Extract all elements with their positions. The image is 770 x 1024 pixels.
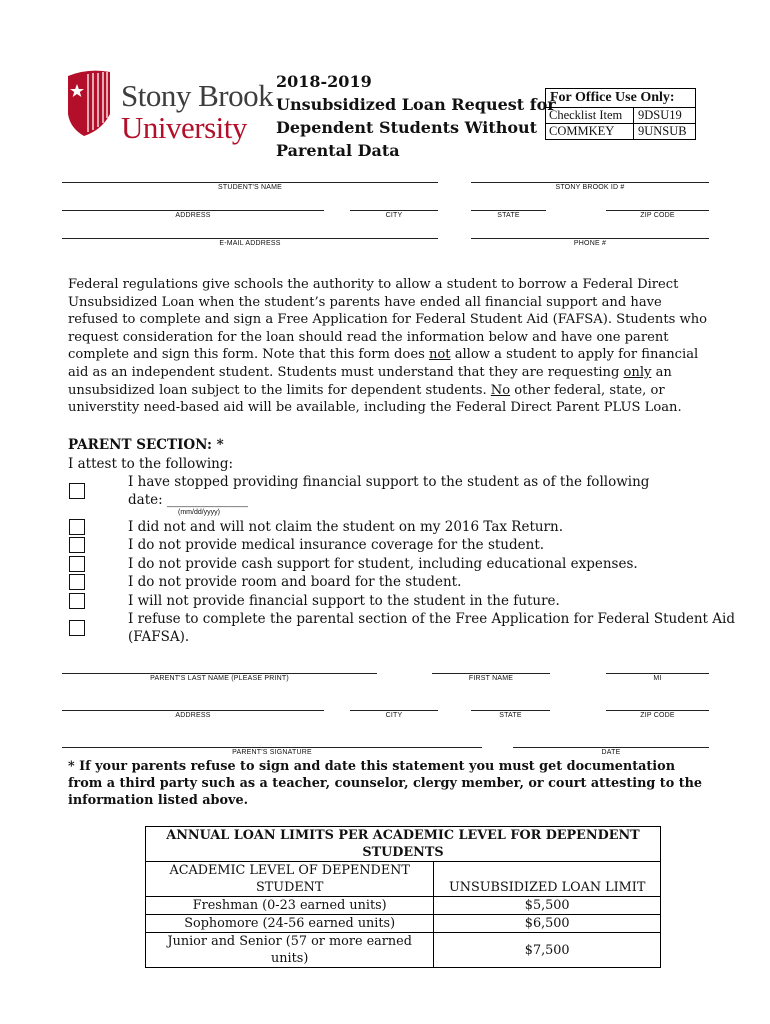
student-name-line[interactable] (62, 182, 438, 183)
attest-date-line: date: ____________ (128, 492, 248, 508)
office-row (546, 123, 695, 139)
parent-first-name-line[interactable] (432, 673, 550, 674)
parent-last-name-label: PARENT'S LAST NAME (PLEASE PRINT) (150, 675, 289, 682)
student-id-line[interactable] (471, 182, 709, 183)
parent-signature-label: PARENT'S SIGNATURE (232, 749, 312, 756)
form-title (276, 70, 556, 162)
parent-mi-line[interactable] (606, 673, 709, 674)
attest-intro: I attest to the following: (68, 456, 234, 472)
checkbox-future-support[interactable] (69, 593, 85, 609)
office-value: 9UNSUB (638, 124, 687, 138)
attest-item: I did not and will not claim the student on my 2016 Tax Return. (128, 519, 563, 535)
office-value: 9DSU19 (638, 108, 682, 122)
student-name-label: STUDENT'S NAME (217, 184, 283, 191)
intro-text: an unsubsidized loan subject to the limits for dependent students. (68, 364, 672, 398)
date-format-hint: (mm/dd/yyyy) (178, 509, 220, 516)
limit-cell: $6,500 (434, 915, 661, 933)
column-header-limit: UNSUBSIDIZED LOAN LIMIT (434, 862, 661, 897)
table-row (146, 933, 661, 968)
intro-paragraph (68, 276, 708, 417)
loan-limits-table (145, 826, 661, 968)
table-title: ANNUAL LOAN LIMITS PER ACADEMIC LEVEL FOR DEPENDENT STUDENTS (146, 827, 661, 862)
student-phone-line[interactable] (471, 238, 709, 239)
logo-name-line1: Stony Brook (121, 78, 274, 113)
office-use-box (545, 88, 696, 140)
student-address-label: ADDRESS (175, 212, 211, 219)
office-label: COMMKEY (546, 124, 634, 139)
parent-zip-label: ZIP CODE (640, 712, 675, 719)
student-state-label: STATE (497, 212, 520, 219)
column-header-level-line2: STUDENT (255, 880, 324, 895)
intro-emphasis: not (428, 347, 451, 363)
attest-item-stopped-support: I have stopped providing financial support to the student as of the following (128, 474, 650, 490)
checkbox-room-board[interactable] (69, 574, 85, 590)
parent-address-line[interactable] (62, 710, 324, 711)
checkbox-stopped-support[interactable] (69, 483, 85, 499)
office-label: Checklist Item (546, 108, 634, 123)
attest-item: I do not provide room and board for the student. (128, 574, 462, 590)
student-phone-label: PHONE # (573, 240, 607, 247)
column-header-level (146, 862, 434, 897)
intro-text: other federal, state, or universtity need-based aid will be available, including the Federal Direct Parent PLUS Loan. (68, 382, 682, 416)
table-row (146, 897, 661, 915)
parent-first-name-label: FIRST NAME (468, 675, 514, 682)
parent-last-name-line[interactable] (62, 673, 377, 674)
student-city-label: CITY (385, 212, 403, 219)
parent-date-line[interactable] (513, 747, 709, 748)
checkbox-medical-insurance[interactable] (69, 537, 85, 553)
parent-address-label: ADDRESS (175, 712, 211, 719)
limit-cell: $5,500 (434, 897, 661, 915)
parent-mi-label: MI (653, 675, 662, 682)
footnote: * If your parents refuse to sign and date this statement you must get documentation from a third party such as a teacher, counselor, clergy member, or court attesting to the information listed above. (68, 759, 703, 808)
student-email-label: E-MAIL ADDRESS (219, 240, 281, 247)
student-email-line[interactable] (62, 238, 438, 239)
attest-item: I do not provide cash support for student, including educational expenses. (128, 556, 638, 572)
checkbox-cash-support[interactable] (69, 556, 85, 572)
parent-zip-line[interactable] (606, 710, 709, 711)
attest-item: I do not provide medical insurance coverage for the student. (128, 537, 545, 553)
parent-state-label: STATE (499, 712, 522, 719)
attest-item-refuse-fafsa: I refuse to complete the parental section of the Free Application for Federal Student Aid (128, 611, 735, 627)
attest-item: I will not provide financial support to the student in the future. (128, 593, 560, 609)
checkbox-refuse-fafsa[interactable] (69, 620, 85, 636)
university-logo-mark (66, 70, 112, 138)
office-row (546, 108, 695, 123)
parent-state-line[interactable] (471, 710, 550, 711)
intro-emphasis: only (623, 364, 652, 380)
parent-section-title: PARENT SECTION: * (68, 437, 224, 453)
intro-text: Federal regulations give schools the authority to allow a student to borrow a Federal Direct Unsubsidized Loan when the student’s parents have ended all financial support and have refused to complete and sign a Free Application for Federal Student Aid (FAFSA). Students who request consideration for the loan should read the information below and have one parent complete and sign this form. Note that this form does (68, 277, 708, 363)
form-title-line1: Unsubsidized Loan Request for (276, 95, 556, 114)
student-address-line[interactable] (62, 210, 324, 211)
attest-item-refuse-fafsa-cont: (FAFSA). (128, 629, 190, 645)
student-id-label: STONY BROOK ID # (555, 184, 625, 191)
student-state-line[interactable] (471, 210, 546, 211)
parent-city-label: CITY (385, 712, 403, 719)
parent-city-line[interactable] (350, 710, 438, 711)
intro-text: allow a student to apply for financial aid as an independent student. Students must understand that they are requesting (68, 347, 699, 380)
student-city-line[interactable] (350, 210, 438, 211)
form-title-line2: Dependent Students Without (276, 118, 538, 137)
level-cell: Junior and Senior (57 or more earned units) (146, 933, 434, 968)
checkbox-tax-return[interactable] (69, 519, 85, 535)
student-zip-line[interactable] (606, 210, 709, 211)
limit-cell: $7,500 (434, 933, 661, 968)
table-title-row (146, 827, 661, 862)
level-cell: Sophomore (24-56 earned units) (146, 915, 434, 933)
office-use-header: For Office Use Only: (546, 89, 695, 108)
logo-name-line2: University (121, 110, 247, 145)
intro-emphasis: No (490, 382, 511, 398)
column-header-level-line1: ACADEMIC LEVEL OF DEPENDENT (169, 863, 410, 878)
parent-date-label: DATE (601, 749, 621, 756)
form-year: 2018-2019 (276, 72, 372, 91)
table-row (146, 915, 661, 933)
level-cell: Freshman (0-23 earned units) (146, 897, 434, 915)
parent-signature-line[interactable] (62, 747, 482, 748)
table-header-row (146, 862, 661, 897)
student-zip-label: ZIP CODE (640, 212, 675, 219)
form-title-line3: Parental Data (276, 141, 400, 160)
